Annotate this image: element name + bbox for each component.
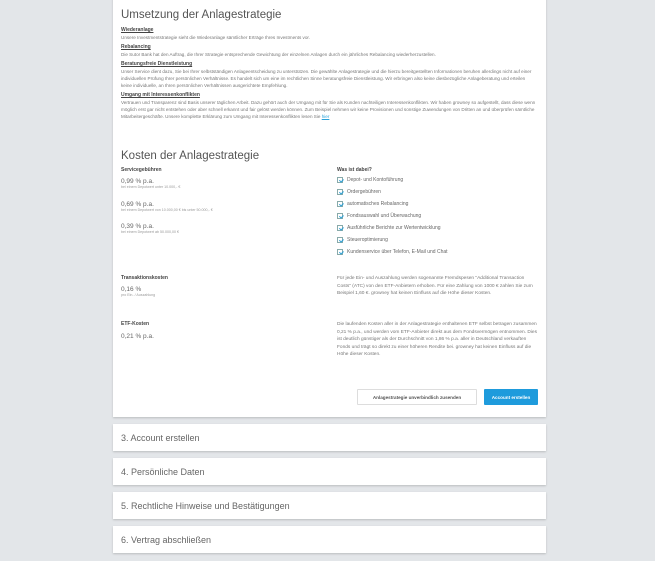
block-rebalancing	[121, 44, 537, 58]
tier-price: 0,99 % p.a.	[121, 178, 154, 185]
included-text: Ausführliche Berichte zur Wertentwicklung	[347, 225, 441, 231]
step-contract[interactable]: 6. Vertrag abschließen	[113, 526, 546, 553]
conflicts-link[interactable]: hier	[321, 114, 330, 119]
tier-3	[121, 223, 321, 234]
tier-1	[121, 178, 321, 189]
included-item	[337, 177, 403, 183]
etf-label: ETF-Kosten	[121, 321, 150, 327]
included-text: Ordergebühren	[347, 189, 381, 195]
included-text: Fondsauswahl und Überwachung	[347, 213, 422, 219]
tier-price: 0,69 % p.a.	[121, 201, 154, 208]
transaction-label: Transaktionskosten	[121, 275, 168, 281]
included-item	[337, 237, 388, 243]
included-item	[337, 189, 381, 195]
strategy-blocks	[121, 27, 537, 123]
step-personal-data[interactable]: 4. Persönliche Daten	[113, 458, 546, 485]
tier-price: 0,39 % p.a.	[121, 223, 154, 230]
etf-price: 0,21 % p.a.	[121, 333, 154, 340]
included-text: Steueroptimierung	[347, 237, 388, 243]
step-account[interactable]: 3. Account erstellen	[113, 424, 546, 451]
send-strategy-button[interactable]: Anlagestrategie unverbindlich zusenden	[357, 389, 477, 405]
tier-note: bei einem Depotwert von 10.000,00 € bis unter 50.000,- €	[121, 208, 213, 212]
transaction-price: 0,16 %	[121, 286, 142, 293]
create-account-button[interactable]: Account erstellen	[484, 389, 538, 405]
tier-note: bei einem Depotwert ab 50.000,00 €	[121, 230, 179, 234]
checkbox-icon	[337, 213, 343, 219]
tier-note: bei einem Depotwert unter 10.000,- €	[121, 185, 181, 189]
block-reinvest	[121, 27, 537, 41]
block-heading: Beratungsfreie Dienstleistung	[121, 61, 193, 67]
checkbox-icon	[337, 201, 343, 207]
block-text: Unser Service dient dazu, Sie bei Ihrer selbstständigen Anlageentscheidung zu unterstützen. Die gewählte Anlagestrategie und die hierzu bereitgestellten Informationen beruhen allerdings nicht auf einer individuellen Prüfung Ihrer persönlichen Verhältnisse. Es handelt sich um eine im rechtlichen Sinne beratungsfreie Dienstleistung. Wir erbringen also keine diesbezügliche Anlageberatung und erteilen keine individuelle, an Ihren persönlichen Verhältnissen ausgerichtete Empfehlung.	[121, 69, 532, 88]
block-heading: Rebalancing	[121, 44, 151, 50]
block-text: Vertrauen und Transparenz sind Basis unserer täglichen Arbeit. Dazu gehört auch der Umgang mit für Sie als Kunden nachteiligen Interessenkonflikten. Wir haben growney so aufgestellt, dass diese wenn möglich erst gar nicht entstehen oder aber schnell erkannt und fair gelöst werden können. Zum Beispiel nehmen wir keine Provisionen und sonstige Zuwendungen von Dritten an und überprüfen sämtliche Mitarbeitergeschäfte. Unsere komplette Erklärung zum Umgang mit Interessenkonflikten lesen Sie	[121, 100, 536, 119]
tier-2	[121, 201, 321, 212]
block-advice-free	[121, 61, 537, 89]
included-text: Depot- und Kontoführung	[347, 177, 404, 183]
strategy-card	[113, 0, 546, 417]
block-heading: Umgang mit Interessenkonflikten	[121, 92, 200, 98]
block-heading: Wiederanlage	[121, 27, 154, 33]
checkbox-icon	[337, 189, 343, 195]
etf-text: Die laufenden Kosten aller in der Anlagestrategie enthaltenen ETF selbst betragen zusammen 0,21 % p.a., und werden vom ETF-Anbieter direkt aus dem Fondsvermögen entnommen. Dies ist deutlich günstiger als der Durchschnitt von 1,86 % p.a. aller in Deutschland verkauften Fonds und trägt so direkt zu einer höheren Rendite bei. growney hat keinen Einfluss auf die Höhe dieser Kosten.	[337, 322, 537, 358]
checkbox-icon	[337, 225, 343, 231]
included-text: Kundenservice über Telefon, E-Mail und Chat	[347, 249, 448, 255]
included-item	[337, 249, 448, 255]
included-label: Was ist dabei?	[337, 167, 372, 173]
service-fee-label: Servicegebühren	[121, 167, 162, 173]
included-item	[337, 225, 441, 231]
included-text: automatisches Rebalancing	[347, 201, 409, 207]
strategy-title: Umsetzung der Anlagestrategie	[121, 9, 282, 21]
checkbox-icon	[337, 249, 343, 255]
costs-title: Kosten der Anlagestrategie	[121, 150, 260, 162]
block-text: Unsere Investmentstrategie sieht die Wiederanlage sämtlicher Erträge Ihres Investments vor.	[121, 35, 310, 40]
block-text: Die Sutor Bank hat den Auftrag, die Ihrer Strategie entsprechende Gewichtung der einzelnen Anlagen durch ein jährliches Rebalancing wiederherzustellen.	[121, 52, 436, 57]
included-item	[337, 213, 421, 219]
transaction-cost	[121, 286, 321, 297]
transaction-note: pro Ein- / Auszahlung	[121, 293, 156, 297]
block-conflicts	[121, 92, 537, 120]
checkbox-icon	[337, 177, 343, 183]
checkbox-icon	[337, 237, 343, 243]
included-item	[337, 201, 408, 207]
transaction-text: Für jede Ein- und Auszahlung werden sogenannte Fremdspesen "Additional Transaction Costs" (ATC) von den ETF-Anbietern erhoben. Für eine Zahlung von 1000 € zahlen Sie zum Beispiel 1,60 €. growney hat keinen Einfluss auf die Höhe dieser Kosten.	[337, 276, 533, 297]
step-legal[interactable]: 5. Rechtliche Hinweise und Bestätigungen	[113, 492, 546, 519]
block-text-container	[121, 99, 537, 120]
